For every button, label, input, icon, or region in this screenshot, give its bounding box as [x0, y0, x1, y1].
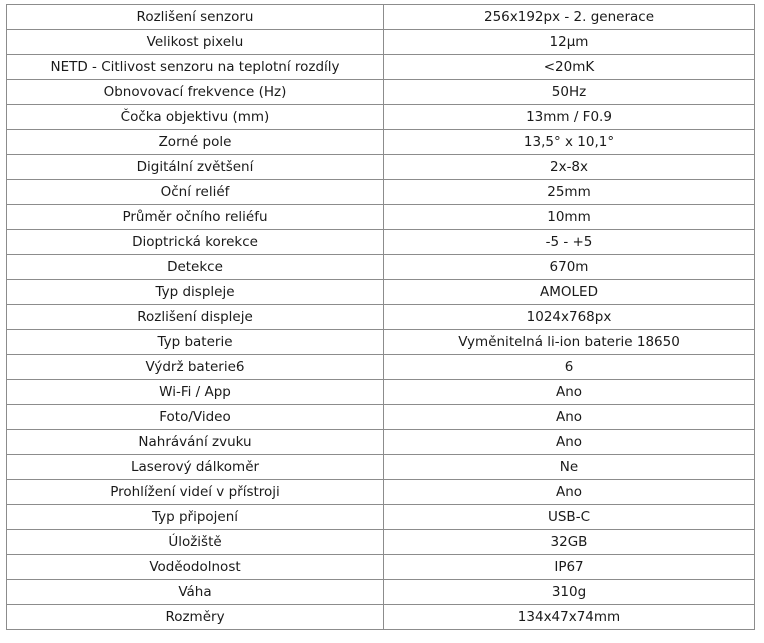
spec-value-cell: Vyměnitelná li-ion baterie 18650 — [384, 330, 755, 355]
table-row — [7, 530, 755, 555]
spec-parameter-cell: Wi-Fi / App — [7, 380, 384, 405]
spec-parameter-cell: Rozměry — [7, 605, 384, 630]
spec-value-cell: 670m — [384, 255, 755, 280]
spec-value-cell: 10mm — [384, 205, 755, 230]
table-row — [7, 155, 755, 180]
table-row — [7, 205, 755, 230]
spec-parameter-cell: Čočka objektivu (mm) — [7, 105, 384, 130]
table-row — [7, 230, 755, 255]
table-row — [7, 405, 755, 430]
spec-parameter-cell: NETD - Citlivost senzoru na teplotní rozdíly — [7, 55, 384, 80]
spec-parameter-cell: Dioptrická korekce — [7, 230, 384, 255]
spec-parameter-cell: Detekce — [7, 255, 384, 280]
spec-parameter-cell: Typ baterie — [7, 330, 384, 355]
spec-value-cell: Ano — [384, 405, 755, 430]
table-row — [7, 505, 755, 530]
spec-value-cell: <20mK — [384, 55, 755, 80]
spec-value-cell: 6 — [384, 355, 755, 380]
table-row — [7, 605, 755, 630]
table-row — [7, 305, 755, 330]
spec-parameter-cell: Průměr očního reliéfu — [7, 205, 384, 230]
table-row — [7, 455, 755, 480]
spec-parameter-cell: Prohlížení videí v přístroji — [7, 480, 384, 505]
table-row — [7, 55, 755, 80]
spec-value-cell: -5 - +5 — [384, 230, 755, 255]
spec-parameter-cell: Obnovovací frekvence (Hz) — [7, 80, 384, 105]
spec-parameter-cell: Velikost pixelu — [7, 30, 384, 55]
spec-parameter-cell: Zorné pole — [7, 130, 384, 155]
table-row — [7, 105, 755, 130]
spec-value-cell: USB-C — [384, 505, 755, 530]
spec-value-cell: Ano — [384, 480, 755, 505]
spec-value-cell: Ano — [384, 430, 755, 455]
spec-value-cell: 13mm / F0.9 — [384, 105, 755, 130]
table-row — [7, 80, 755, 105]
spec-value-cell: 50Hz — [384, 80, 755, 105]
spec-parameter-cell: Výdrž baterie6 — [7, 355, 384, 380]
spec-parameter-cell: Oční reliéf — [7, 180, 384, 205]
spec-parameter-cell: Rozlišení senzoru — [7, 5, 384, 30]
spec-parameter-cell: Laserový dálkoměr — [7, 455, 384, 480]
spec-table — [6, 4, 755, 630]
spec-value-cell: Ano — [384, 380, 755, 405]
table-row — [7, 280, 755, 305]
table-row — [7, 30, 755, 55]
spec-parameter-cell: Úložiště — [7, 530, 384, 555]
spec-value-cell: AMOLED — [384, 280, 755, 305]
spec-value-cell: Ne — [384, 455, 755, 480]
table-row — [7, 430, 755, 455]
spec-value-cell: 256x192px - 2. generace — [384, 5, 755, 30]
spec-parameter-cell: Typ displeje — [7, 280, 384, 305]
spec-value-cell: 25mm — [384, 180, 755, 205]
table-row — [7, 180, 755, 205]
spec-value-cell: 13,5° x 10,1° — [384, 130, 755, 155]
table-row — [7, 130, 755, 155]
table-row — [7, 555, 755, 580]
spec-value-cell: 1024x768px — [384, 305, 755, 330]
spec-parameter-cell: Digitální zvětšení — [7, 155, 384, 180]
spec-value-cell: 2x-8x — [384, 155, 755, 180]
table-row — [7, 480, 755, 505]
table-row — [7, 380, 755, 405]
spec-value-cell: 12μm — [384, 30, 755, 55]
table-row — [7, 580, 755, 605]
spec-parameter-cell: Foto/Video — [7, 405, 384, 430]
table-row — [7, 330, 755, 355]
spec-parameter-cell: Rozlišení displeje — [7, 305, 384, 330]
spec-value-cell: 310g — [384, 580, 755, 605]
spec-parameter-cell: Typ připojení — [7, 505, 384, 530]
spec-parameter-cell: Voděodolnost — [7, 555, 384, 580]
spec-value-cell: 32GB — [384, 530, 755, 555]
spec-table-body — [7, 5, 755, 630]
spec-parameter-cell: Váha — [7, 580, 384, 605]
table-row — [7, 255, 755, 280]
table-row — [7, 5, 755, 30]
spec-value-cell: 134x47x74mm — [384, 605, 755, 630]
spec-parameter-cell: Nahrávání zvuku — [7, 430, 384, 455]
spec-value-cell: IP67 — [384, 555, 755, 580]
table-row — [7, 355, 755, 380]
